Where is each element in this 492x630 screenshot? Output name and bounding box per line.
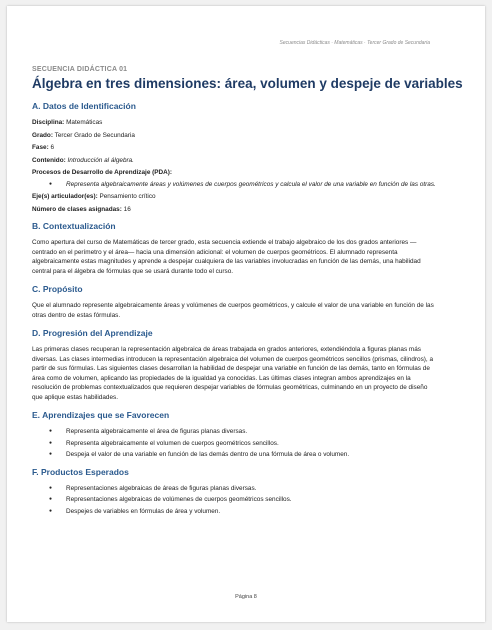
list-item: ● Representa algebraicamente el volumen de cuerpos geométricos sencillos. — [66, 439, 436, 449]
field-label: Disciplina: — [32, 119, 65, 126]
field-contenido — [32, 156, 436, 166]
list-item: ● Despejes de variables en fórmulas de área y volumen. — [66, 507, 436, 517]
field-label: Número de clases asignadas: — [32, 205, 122, 213]
section-heading-d: D. Progresión del Aprendizaje — [32, 328, 153, 338]
section-heading-e: E. Aprendizajes que se Favorecen — [32, 410, 170, 420]
document-title: Álgebra en tres dimensiones: área, volumen y despeje de variables — [32, 76, 463, 91]
learning-list — [32, 427, 436, 460]
section-heading-f: F. Productos Esperados — [32, 466, 129, 477]
section-text-b: Como apertura del curso de Matemáticas de tercer grado, esta secuencia extiende el trabajo algebraico de los dos grados anteriores —centrado en el perímetro y el área— hacia una dimensión adicional: el volumen de cuerpos geométricos. El alumnado representa algebraicamente estas magnitudes y aprende a despejar cualquiera de las variables involucradas en función de las demás, una habilidad central para el álgebra de fórmulas que se usará durante todo el curso. — [32, 239, 421, 275]
section-text-d: Las primeras clases recuperan la representación algebraica de áreas trabajada en grados anteriores, extendiéndola a figuras planas más diversas. Las clases intermedias introducen la representación algebraica del volumen de cuerpos geométricos sencillos (prismas, cilindros), a partir de sus fórmulas. Las siguientes clases desarrollan la habilidad de despejar una variable en función de las demás, tanto en fórmulas de área como de volumen, aplicando las propiedades de la igualdad ya conocidas. Las últimas clases integran ambos aprendizajes en la resolución de problemas contextualizados que requieren despejar variables de fórmulas geométricas, culminando en un proyecto de diseño que aplique estas habilidades. — [32, 346, 434, 401]
field-fase — [32, 143, 436, 153]
page-content — [32, 66, 463, 518]
products-list — [32, 484, 436, 517]
list-item: ● Representaciones algebraicas de volúmenes de cuerpos geométricos sencillos. — [66, 495, 436, 505]
field-value: 16 — [123, 205, 131, 213]
field-disciplina — [32, 118, 436, 128]
list-item: ● Representa algebraicamente áreas y volúmenes de cuerpos geométricos y calcula el valor de una variable en función de las otras. — [66, 180, 436, 190]
list-item: ● Despeja el valor de una variable en función de las demás dentro de una fórmula de área o volumen. — [66, 450, 436, 460]
section-text-c: Que el alumnado represente algebraicamente áreas y volúmenes de cuerpos geométricos, y calcule el valor de una variable en función de las otras dentro de estas fórmulas. — [32, 302, 434, 319]
field-clases — [32, 205, 436, 215]
list-item: ● Representa algebraicamente el área de figuras planas diversas. — [66, 427, 436, 437]
field-value: 6 — [50, 144, 55, 151]
running-header: Secuencias Didácticas · Matemáticas · Tercer Grado de Secundaria — [279, 40, 430, 46]
section-heading-b: B. Contextualización — [32, 221, 116, 231]
page-number: Página 8 — [235, 594, 257, 600]
field-value: Pensamiento crítico — [99, 193, 156, 200]
field-value: Matemáticas — [66, 119, 103, 126]
section-heading-a: A. Datos de Identificación — [32, 101, 136, 111]
field-value: Introducción al álgebra. — [67, 156, 134, 164]
field-grado — [32, 131, 436, 141]
list-item: ● Representaciones algebraicas de áreas de figuras planas diversas. — [66, 484, 436, 494]
sequence-kicker: SECUENCIA DIDÁCTICA 01 — [32, 66, 128, 73]
field-label: Procesos de Desarrollo de Aprendizaje (PDA): — [32, 169, 173, 176]
field-label: Contenido: — [32, 156, 66, 164]
field-label: Eje(s) articulador(es): — [32, 193, 98, 200]
field-value: Tercer Grado de Secundaria — [54, 131, 135, 139]
pda-list — [32, 180, 436, 190]
section-heading-c: C. Propósito — [32, 284, 83, 294]
field-eje — [32, 192, 436, 202]
field-label: Fase: — [32, 144, 49, 151]
document-page — [7, 6, 485, 622]
field-pda — [32, 168, 436, 178]
field-label: Grado: — [32, 131, 53, 139]
